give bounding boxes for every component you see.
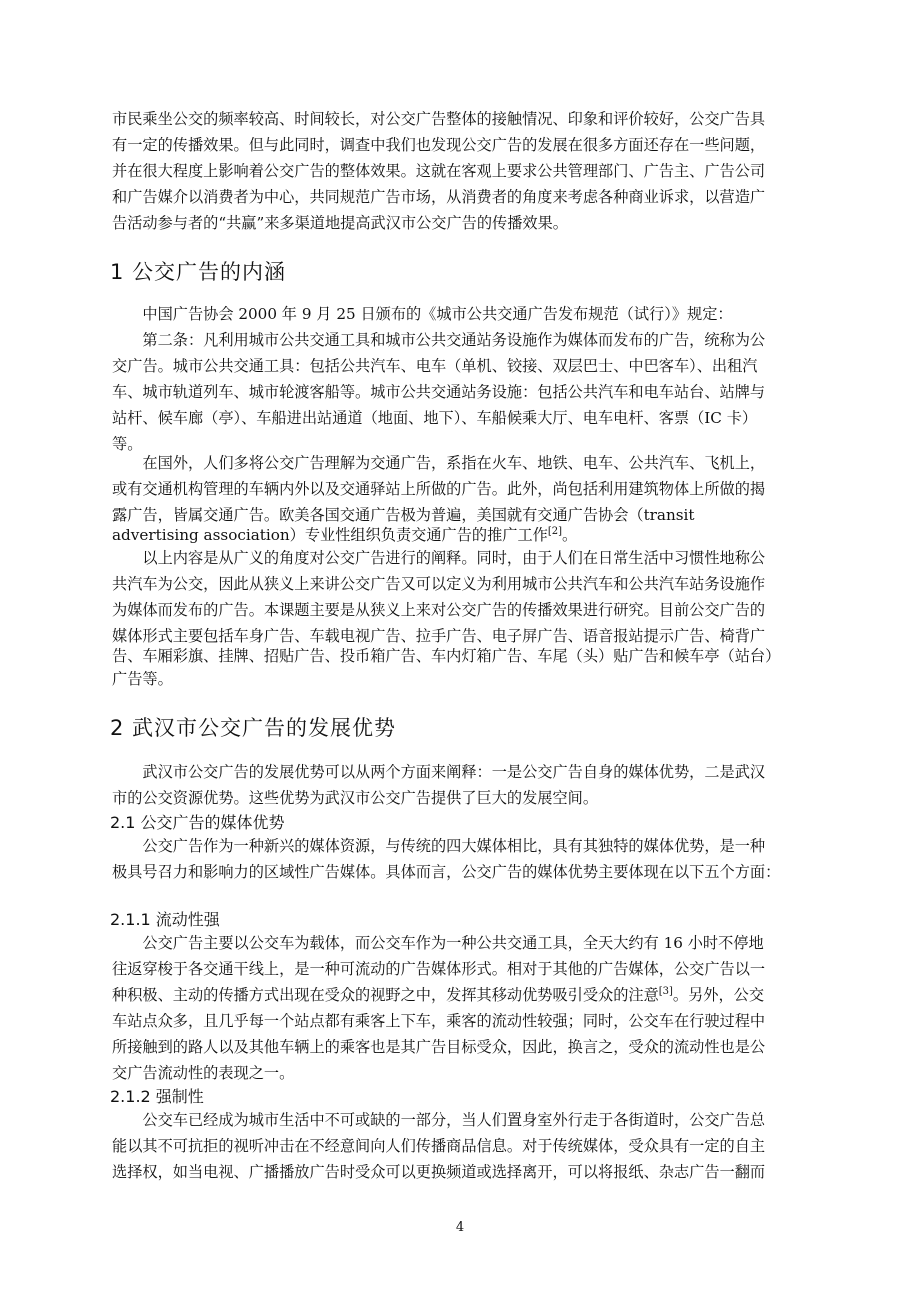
body-line: 为媒体而发布的广告。本课题主要是从狭义上来对公交广告的传播效果进行研究。目前公交广告的 xyxy=(112,601,766,619)
body-line: 极具号召力和影响力的区域性广告媒体。具体而言，公交广告的媒体优势主要体现在以下五个方面： xyxy=(112,863,781,881)
body-line: 和广告媒介以消费者为中心，共同规范广告市场，从消费者的角度来考虑各种商业诉求，以营造广 xyxy=(112,188,766,206)
body-line: 交广告。城市公共交通工具：包括公共汽车、电车（单机、铰接、双层巴士、中巴客车）、出租汽 xyxy=(112,357,758,375)
body-line: 车站点众多，且几乎每一个站点都有乘客上下车，乘客的流动性较强；同时，公交车在行驶过程中 xyxy=(112,1012,766,1030)
body-line: 市民乘坐公交的频率较高、时间较长，对公交广告整体的接触情况、印象和评价较好，公交广告具 xyxy=(112,110,766,128)
body-line: 有一定的传播效果。但与此同时，调查中我们也发现公交广告的发展在很多方面还存在一些问题， xyxy=(112,136,766,154)
body-line: 公交广告作为一种新兴的媒体资源，与传统的四大媒体相比，具有其独特的媒体优势，是一种 xyxy=(112,837,766,855)
body-line: 第二条：凡利用城市公共交通工具和城市公共交通站务设施作为媒体而发布的广告，统称为公 xyxy=(112,331,766,349)
body-line: 以上内容是从广义的角度对公交广告进行的阐释。同时，由于人们在日常生活中习惯性地称公 xyxy=(112,549,766,567)
body-line: 告活动参与者的“共赢”来多渠道地提高武汉市公交广告的传播效果。 xyxy=(112,214,568,232)
section-heading: 2 武汉市公交广告的发展优势 xyxy=(110,716,397,740)
body-line: 所接触到的路人以及其他车辆上的乘客也是其广告目标受众，因此，换言之，受众的流动性也是公 xyxy=(112,1038,766,1056)
body-line: 选择权，如当电视、广播播放广告时受众可以更换频道或选择离开，可以将报纸、杂志广告一翻而 xyxy=(112,1163,766,1181)
section-heading: 1 公交广告的内涵 xyxy=(110,260,287,284)
body-text: 。 xyxy=(562,526,578,544)
body-line: 等。 xyxy=(112,435,143,453)
subsection-heading: 2.1.1 流动性强 xyxy=(110,910,220,929)
body-text: 种积极、主动的传播方式出现在受众的视野之中，发挥其移动优势吸引受众的注意 xyxy=(112,986,659,1004)
body-text: 。另外，公交 xyxy=(672,986,765,1004)
body-line: 公交车已经成为城市生活中不可或缺的一部分，当人们置身室外行走于各街道时，公交广告总 xyxy=(112,1111,766,1129)
citation-ref: [2] xyxy=(547,525,562,537)
body-line: 公交广告主要以公交车为载体，而公交车作为一种公共交通工具，全天大约有 16 小时不停地 xyxy=(112,934,764,952)
body-line: 武汉市公交广告的发展优势可以从两个方面来阐释：一是公交广告自身的媒体优势，二是武汉 xyxy=(112,763,766,781)
page-number: 4 xyxy=(455,1220,465,1235)
body-line: 告、车厢彩旗、挂牌、招贴广告、投币箱广告、车内灯箱广告、车尾（头）贴广告和候车亭（站台） xyxy=(112,647,781,665)
body-line: 广告等。 xyxy=(112,670,173,688)
body-line: 车、城市轨道列车、城市轮渡客船等。城市公共交通站务设施：包括公共汽车和电车站台、站牌与 xyxy=(112,383,766,401)
subsection-heading: 2.1.2 强制性 xyxy=(110,1087,204,1106)
body-line: 中国广告协会 2000 年 9 月 25 日颁布的《城市公共交通广告发布规范（试行）》规定： xyxy=(112,305,733,323)
body-line: 交广告流动性的表现之一。 xyxy=(112,1064,295,1082)
body-line xyxy=(112,982,812,1008)
body-line: 共汽车为公交，因此从狭义上来讲公交广告又可以定义为利用城市公共汽车和公共汽车站务设施作 xyxy=(112,575,766,593)
body-text: advertising association）专业性组织负责交通广告的推广工作 xyxy=(112,526,548,544)
body-line: 并在很大程度上影响着公交广告的整体效果。这就在客观上要求公共管理部门、广告主、广告公司 xyxy=(112,162,766,180)
body-line: 媒体形式主要包括车身广告、车载电视广告、拉手广告、电子屏广告、语音报站提示广告、椅背广 xyxy=(112,627,766,645)
body-line: 能以其不可抗拒的视听冲击在不经意间向人们传播商品信息。对于传统媒体，受众具有一定的自主 xyxy=(112,1137,766,1155)
citation-ref: [3] xyxy=(658,985,673,997)
subsection-heading: 2.1 公交广告的媒体优势 xyxy=(110,813,285,832)
body-line: 往返穿梭于各交通干线上，是一种可流动的广告媒体形式。相对于其他的广告媒体，公交广告以一 xyxy=(112,960,766,978)
body-line: 露广告，皆属交通广告。欧美各国交通广告极为普遍，美国就有交通广告协会（transit xyxy=(112,506,695,524)
body-line: 站杆、候车廊（亭）、车船进出站通道（地面、地下）、车船候乘大厅、电车电杆、客票（IC 卡） xyxy=(112,409,758,427)
body-line: 或有交通机构管理的车辆内外以及交通驿站上所做的广告。此外，尚包括利用建筑物体上所做的揭 xyxy=(112,480,766,498)
body-line: 市的公交资源优势。这些优势为武汉市公交广告提供了巨大的发展空间。 xyxy=(112,789,598,807)
body-line: 在国外，人们多将公交广告理解为交通广告，系指在火车、地铁、电车、公共汽车、飞机上， xyxy=(112,454,766,472)
